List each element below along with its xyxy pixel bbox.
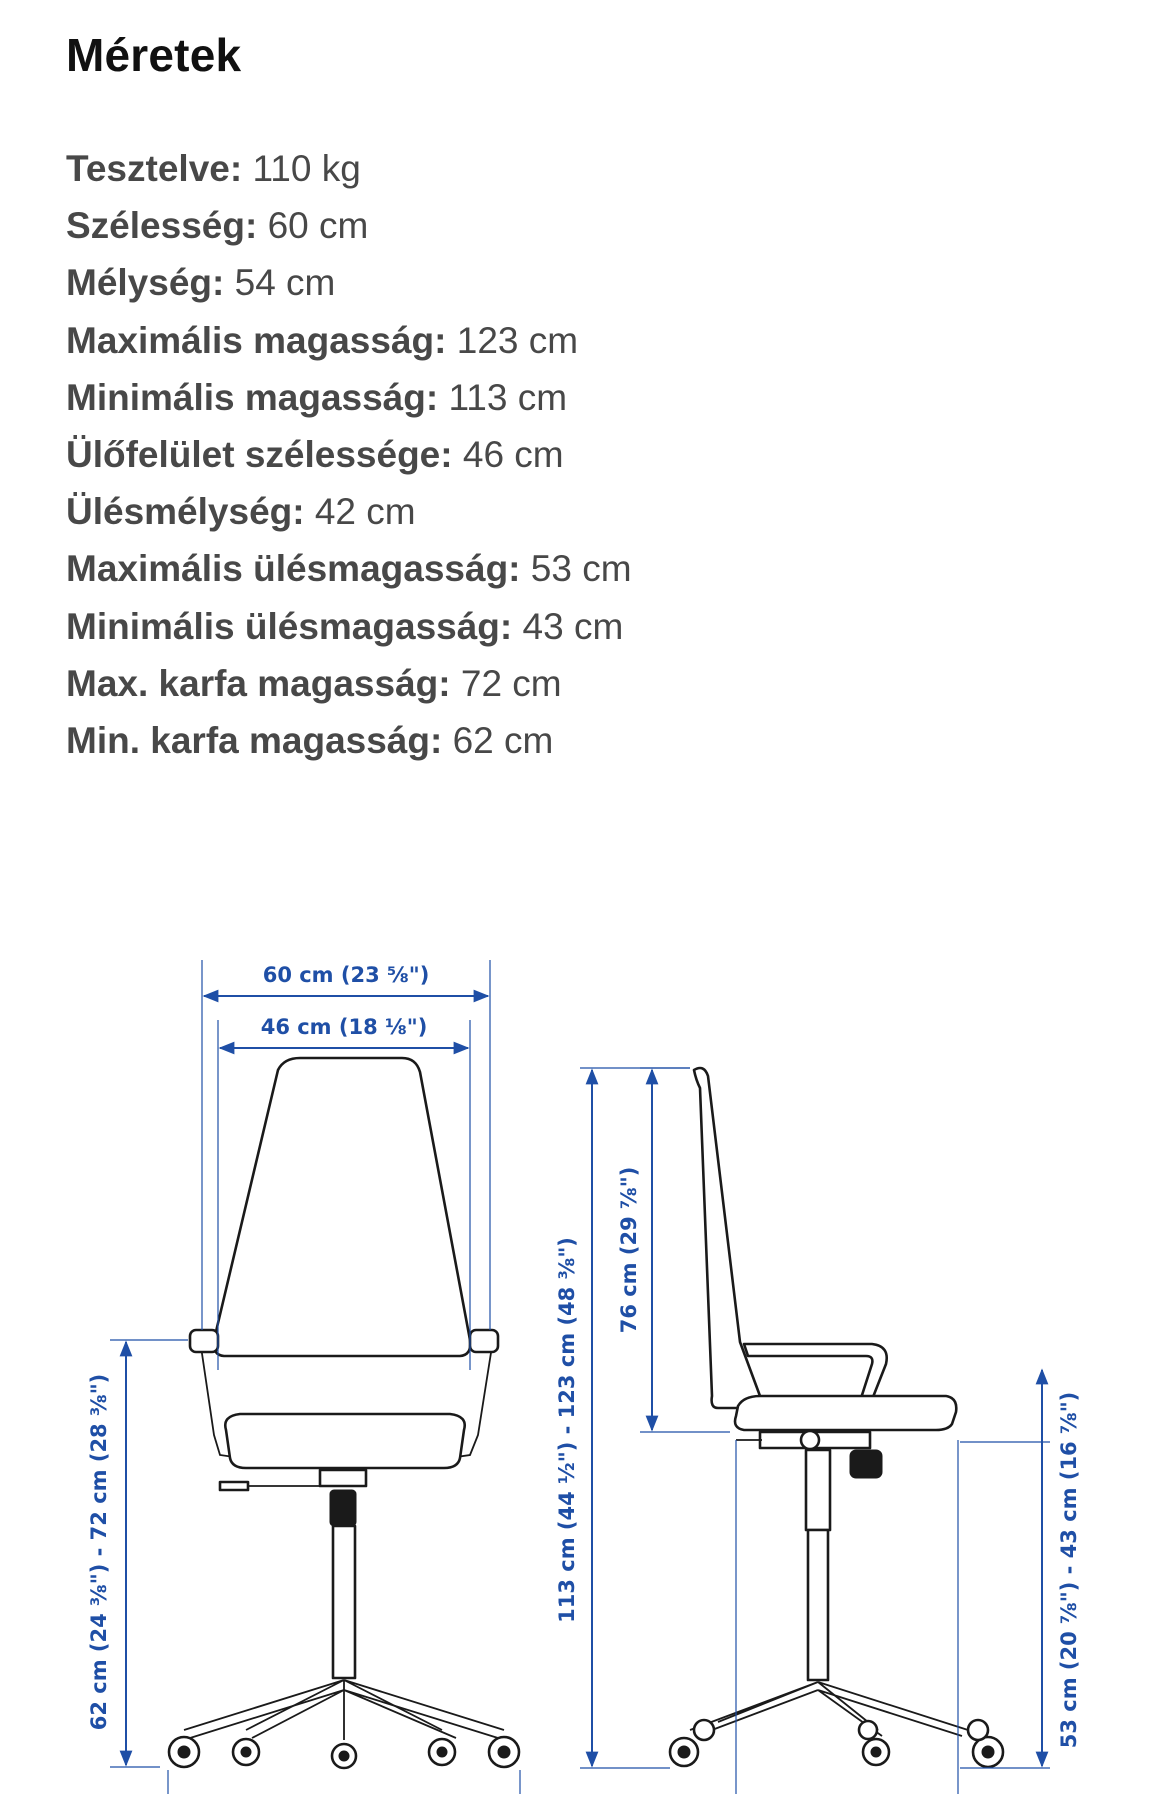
spec-value: 53 cm bbox=[530, 548, 632, 590]
spec-row-max-height bbox=[66, 312, 632, 369]
spec-value: 123 cm bbox=[456, 319, 579, 361]
spec-value: 62 cm bbox=[452, 719, 554, 761]
spec-value: 46 cm bbox=[462, 433, 564, 475]
side-height-label: 113 cm (44 ½") - 123 cm (48 ⅜") bbox=[555, 1237, 579, 1623]
spec-label: Tesztelve: bbox=[66, 148, 243, 189]
spec-row-min-seat-height bbox=[66, 598, 632, 655]
spec-row-max-seat-height bbox=[66, 540, 632, 597]
spec-label: Min. karfa magasság: bbox=[66, 719, 443, 761]
spec-row-min-height bbox=[66, 369, 632, 426]
spec-label: Minimális magasság: bbox=[66, 376, 439, 418]
side-seat-height-label: 53 cm (20 ⅞") - 43 cm (16 ⅞") bbox=[1057, 1391, 1081, 1749]
dimension-drawing bbox=[0, 930, 1169, 1794]
spec-row-min-armrest-height bbox=[66, 712, 632, 769]
spec-row-seat-width bbox=[66, 426, 632, 483]
spec-row-width bbox=[66, 197, 632, 254]
front-width-label: 60 cm (23 ⅝") bbox=[262, 963, 430, 987]
spec-value: 42 cm bbox=[314, 491, 416, 533]
spec-label: Szélesség: bbox=[66, 205, 258, 247]
spec-label: Mélység: bbox=[66, 262, 225, 304]
spec-label: Ülésmélység: bbox=[66, 491, 305, 533]
side-backrest-height-label: 76 cm (29 ⅞") bbox=[617, 1166, 641, 1334]
spec-label: Minimális ülésmagasság: bbox=[66, 605, 513, 647]
spec-label: Maximális magasság: bbox=[66, 319, 447, 361]
spec-label: Max. karfa magasság: bbox=[66, 662, 451, 704]
spec-row-depth bbox=[66, 254, 632, 311]
spec-value: 54 cm bbox=[234, 262, 336, 304]
spec-row-tested-weight bbox=[66, 140, 632, 197]
spec-label: Ülőfelület szélessége: bbox=[66, 433, 453, 475]
spec-value: 60 cm bbox=[267, 205, 369, 247]
front-view-chair bbox=[169, 1058, 519, 1768]
spec-value: 113 cm bbox=[448, 376, 568, 418]
spec-row-max-armrest-height bbox=[66, 655, 632, 712]
spec-label: Maximális ülésmagasság: bbox=[66, 548, 521, 590]
side-view-chair bbox=[670, 1068, 1003, 1767]
spec-row-seat-depth bbox=[66, 483, 632, 540]
spec-value: 43 cm bbox=[522, 605, 624, 647]
page-title: Méretek bbox=[66, 29, 242, 81]
dimension-list bbox=[66, 140, 632, 769]
front-armrest-height-label: 62 cm (24 ⅜") - 72 cm (28 ⅜") bbox=[87, 1373, 111, 1731]
spec-value: 72 cm bbox=[460, 662, 562, 704]
spec-value: 110 kg bbox=[252, 148, 361, 189]
front-seat-width-label: 46 cm (18 ⅛") bbox=[260, 1015, 428, 1039]
